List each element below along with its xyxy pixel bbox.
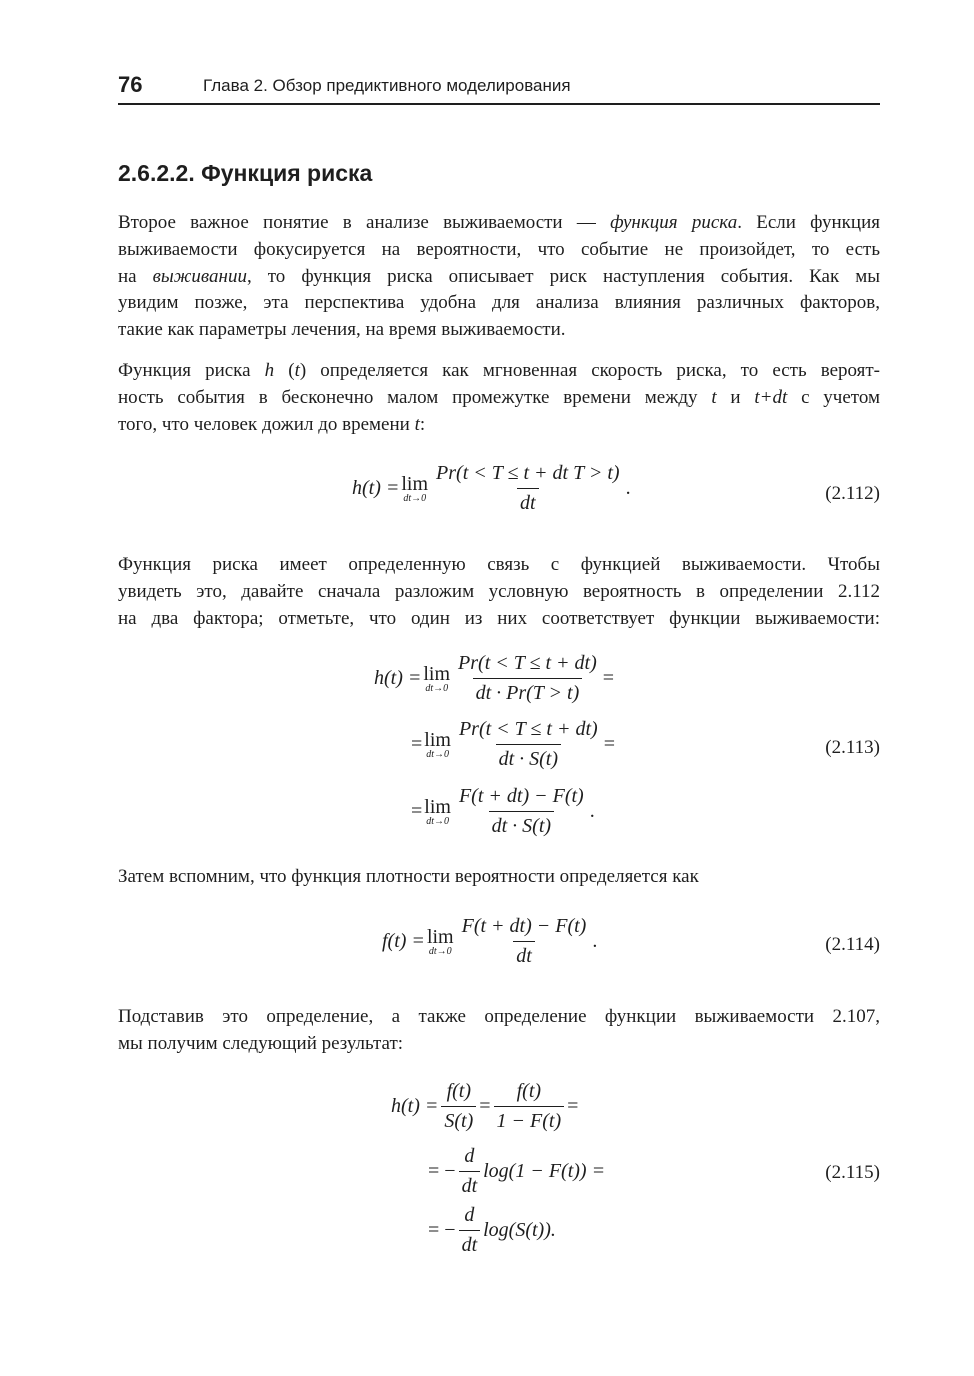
equals-sign: = xyxy=(602,667,615,689)
lim-word: lim xyxy=(423,662,451,685)
equals-minus: = − xyxy=(428,1219,456,1241)
fraction-denominator: dt xyxy=(459,1171,481,1198)
fraction-denominator: dt · S(t) xyxy=(489,811,554,838)
equation-2-113-row-3 xyxy=(411,785,595,838)
term-hazard-function: функция риска xyxy=(610,212,738,233)
text-run: Функция риска xyxy=(118,360,265,381)
lim-word: lim xyxy=(424,728,451,751)
equation-2-115-row-1 xyxy=(391,1080,578,1133)
equation-2-113-row-2 xyxy=(411,718,615,771)
limit-operator xyxy=(424,730,451,760)
equation-2-113-row-1 xyxy=(374,652,614,705)
fraction-denominator: 1 − F(t) xyxy=(494,1106,565,1133)
fraction-numerator: Pr(t < T ≤ t + dt T > t) xyxy=(436,462,620,484)
lim-subscript: dt→0 xyxy=(428,945,452,957)
paragraph-line xyxy=(118,385,880,412)
fraction xyxy=(459,915,590,968)
equation-2-112 xyxy=(352,462,631,515)
text-run: ( xyxy=(274,360,295,381)
paragraph-line: Функция риска имеет определенную связь с функцией выживаемости. Чтобы xyxy=(118,554,880,575)
limit-operator xyxy=(401,474,428,504)
text-run: : xyxy=(419,413,426,435)
equation-lhs: h(t) = xyxy=(352,477,400,499)
log-expression: log(1 − F(t)) = xyxy=(483,1160,606,1182)
paragraph-line xyxy=(118,210,880,237)
math-var: h xyxy=(264,360,275,381)
fraction-denominator: dt xyxy=(459,1230,481,1257)
paragraph-line xyxy=(118,264,880,291)
fraction-numerator: F(t + dt) − F(t) xyxy=(461,915,587,937)
equals-sign: = xyxy=(411,800,423,822)
text-run: и xyxy=(716,386,755,408)
paragraph-4 xyxy=(118,864,880,891)
fraction xyxy=(456,718,601,771)
fraction-numerator: f(t) xyxy=(516,1080,542,1102)
equation-tail: . xyxy=(589,800,595,822)
paragraph-3 xyxy=(118,552,880,632)
equation-number: (2.112) xyxy=(825,483,880,504)
equals-sign: = xyxy=(603,733,615,755)
equation-2-115-row-3 xyxy=(428,1204,556,1257)
text-run: на xyxy=(118,265,153,287)
text-run: Второе важное понятие в анализе выживаемости — xyxy=(118,212,611,233)
lim-word: lim xyxy=(401,472,429,495)
lim-word: lim xyxy=(426,925,454,948)
limit-operator xyxy=(424,797,451,827)
fraction xyxy=(455,652,600,705)
fraction xyxy=(459,1204,481,1257)
equation-lhs: f(t) = xyxy=(382,930,425,952)
fraction-denominator: dt xyxy=(517,488,539,515)
log-expression: log(S(t)). xyxy=(483,1219,556,1241)
lim-subscript: dt→0 xyxy=(426,815,449,827)
text-run: . Если функция xyxy=(737,212,880,233)
fraction-numerator: F(t + dt) − F(t) xyxy=(458,785,584,807)
equation-2-114 xyxy=(382,915,597,968)
math-var: t+dt xyxy=(754,386,788,408)
fraction-numerator: d xyxy=(464,1145,475,1167)
math-var: t xyxy=(414,413,420,435)
equation-2-115-row-2 xyxy=(428,1145,605,1198)
fraction-denominator: S(t) xyxy=(441,1106,476,1133)
paragraph-5 xyxy=(118,1004,880,1058)
lim-subscript: dt→0 xyxy=(403,492,427,504)
paragraph-line: такие как параметры лечения, на время выживаемости. xyxy=(118,319,566,341)
equals-sign: = xyxy=(411,733,423,755)
fraction-numerator: d xyxy=(464,1204,475,1226)
equation-lhs: h(t) = xyxy=(374,667,422,689)
limit-operator xyxy=(423,664,450,694)
equation-tail: . xyxy=(592,930,598,952)
math-var: t xyxy=(711,386,717,408)
fraction xyxy=(456,785,587,838)
fraction xyxy=(441,1080,476,1133)
paragraph-line: Затем вспомним, что функция плотности вероятности определяется как xyxy=(118,866,699,887)
paragraph-1 xyxy=(118,210,880,344)
header-rule xyxy=(118,103,880,105)
fraction-numerator: f(t) xyxy=(446,1080,472,1102)
paragraph-line: увидеть это, давайте сначала разложим условную вероятность в определении 2.112 xyxy=(118,580,880,602)
fraction-denominator: dt · S(t) xyxy=(496,744,561,771)
equation-number: (2.115) xyxy=(825,1162,880,1183)
running-header-title: Глава 2. Обзор предиктивного моделирования xyxy=(203,76,571,95)
fraction xyxy=(459,1145,481,1198)
text-run: ) определяется как мгновенная скорость риска, то есть вероят- xyxy=(299,360,881,381)
text-run: с учетом xyxy=(787,386,880,408)
paragraph-line: мы получим следующий результат: xyxy=(118,1032,404,1054)
paragraph-line: на два фактора; отметьте, что один из них соответствует функции выживаемости: xyxy=(118,607,880,629)
fraction xyxy=(494,1080,565,1133)
paragraph-2 xyxy=(118,358,880,438)
equation-lhs: h(t) = xyxy=(391,1095,439,1117)
section-heading: 2.6.2.2. Функция риска xyxy=(118,160,373,186)
paragraph-line xyxy=(118,412,880,439)
equals-sign: = xyxy=(567,1095,579,1117)
limit-operator xyxy=(427,927,454,957)
equation-number: (2.113) xyxy=(825,737,880,758)
lim-subscript: dt→0 xyxy=(425,682,449,694)
fraction xyxy=(433,462,623,515)
paragraph-line xyxy=(118,358,880,385)
text-run: ность события в бесконечно малом промежутке времени между xyxy=(118,386,712,408)
paragraph-line: Подставив это определение, а также определение функции выживаемости 2.107, xyxy=(118,1006,880,1027)
text-run: , то функция риска описывает риск наступления события. Как мы xyxy=(246,265,881,287)
fraction-denominator: dt · Pr(T > t) xyxy=(473,678,583,705)
paragraph-line: увидим позже, эта перспектива удобна для анализа влияния различных факторов, xyxy=(118,292,880,314)
equals-minus: = − xyxy=(428,1160,456,1182)
term-survival: выживании xyxy=(152,265,247,287)
fraction-numerator: Pr(t < T ≤ t + dt) xyxy=(458,652,597,674)
lim-subscript: dt→0 xyxy=(426,748,449,760)
fraction-denominator: dt xyxy=(513,941,535,968)
equation-number: (2.114) xyxy=(825,934,880,955)
page-number: 76 xyxy=(118,72,143,97)
equation-tail: . xyxy=(625,477,631,499)
text-run: того, что человек дожил до времени xyxy=(118,413,415,435)
math-var: t xyxy=(294,360,300,381)
fraction-numerator: Pr(t < T ≤ t + dt) xyxy=(458,718,598,740)
paragraph-line: выживаемости фокусируется на вероятности, что событие не произойдет, то есть xyxy=(118,238,880,260)
equals-sign: = xyxy=(479,1095,491,1117)
lim-word: lim xyxy=(424,795,451,818)
